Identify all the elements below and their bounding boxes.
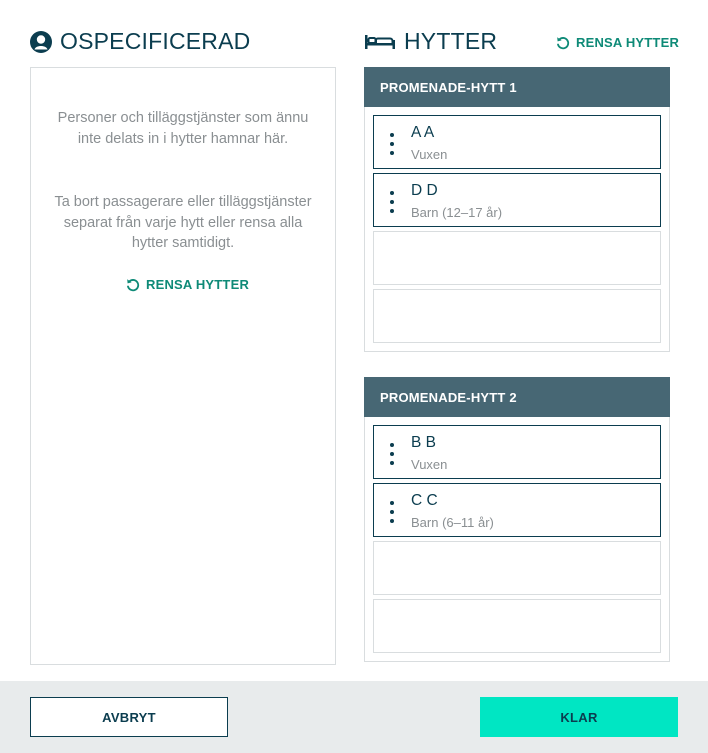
done-button[interactable]: KLAR <box>480 697 678 737</box>
reset-cabins-link[interactable] <box>126 277 249 292</box>
person-icon <box>30 31 52 53</box>
reset-cabins-label: RENSA HYTTER <box>146 277 250 292</box>
passenger-category: Vuxen <box>411 457 448 472</box>
cabin-card <box>364 67 670 352</box>
cabin-slots <box>364 107 670 352</box>
cabin-name: PROMENADE-HYTT 2 <box>364 377 670 417</box>
passenger-slot[interactable] <box>373 173 661 227</box>
cabin-slots <box>364 417 670 662</box>
passenger-slot[interactable] <box>373 115 661 169</box>
drag-handle-icon[interactable] <box>389 443 395 465</box>
drag-handle-icon[interactable] <box>389 133 395 155</box>
cabins-title: HYTTER <box>404 28 498 54</box>
passenger-slot[interactable] <box>373 483 661 537</box>
unassigned-header <box>30 28 250 55</box>
unassigned-help-text: Ta bort passagerare eller tilläggstjänster separat från varje hytt eller rensa alla hytter samtidigt. <box>54 194 312 251</box>
undo-icon <box>126 278 140 292</box>
passenger-name: D D <box>411 182 438 199</box>
unassigned-title: OSPECIFICERAD <box>60 28 251 54</box>
footer-bar <box>0 681 708 753</box>
empty-slot[interactable] <box>373 541 661 595</box>
passenger-category: Barn (6–11 år) <box>411 515 494 530</box>
empty-slot[interactable] <box>373 231 661 285</box>
passenger-category: Vuxen <box>411 147 448 162</box>
passenger-name: C C <box>411 492 438 509</box>
unassigned-panel <box>30 67 336 665</box>
cabin-card <box>364 377 670 662</box>
bed-icon <box>364 34 396 50</box>
unassigned-info-text: Personer och tilläggstjänster som ännu inte delats in i hytter hamnar här. <box>57 110 309 147</box>
drag-handle-icon[interactable] <box>389 191 395 213</box>
undo-icon <box>556 36 570 50</box>
cabin-name: PROMENADE-HYTT 1 <box>364 67 670 107</box>
passenger-slot[interactable] <box>373 425 661 479</box>
passenger-name: A A <box>411 124 435 141</box>
passenger-category: Barn (12–17 år) <box>411 205 503 220</box>
empty-slot[interactable] <box>373 599 661 653</box>
drag-handle-icon[interactable] <box>389 501 395 523</box>
reset-cabins-link-top[interactable] <box>556 35 679 50</box>
cabins-header <box>364 28 497 55</box>
reset-cabins-label: RENSA HYTTER <box>576 35 680 50</box>
passenger-name: B B <box>411 434 436 451</box>
empty-slot[interactable] <box>373 289 661 343</box>
cancel-button[interactable]: AVBRYT <box>30 697 228 737</box>
